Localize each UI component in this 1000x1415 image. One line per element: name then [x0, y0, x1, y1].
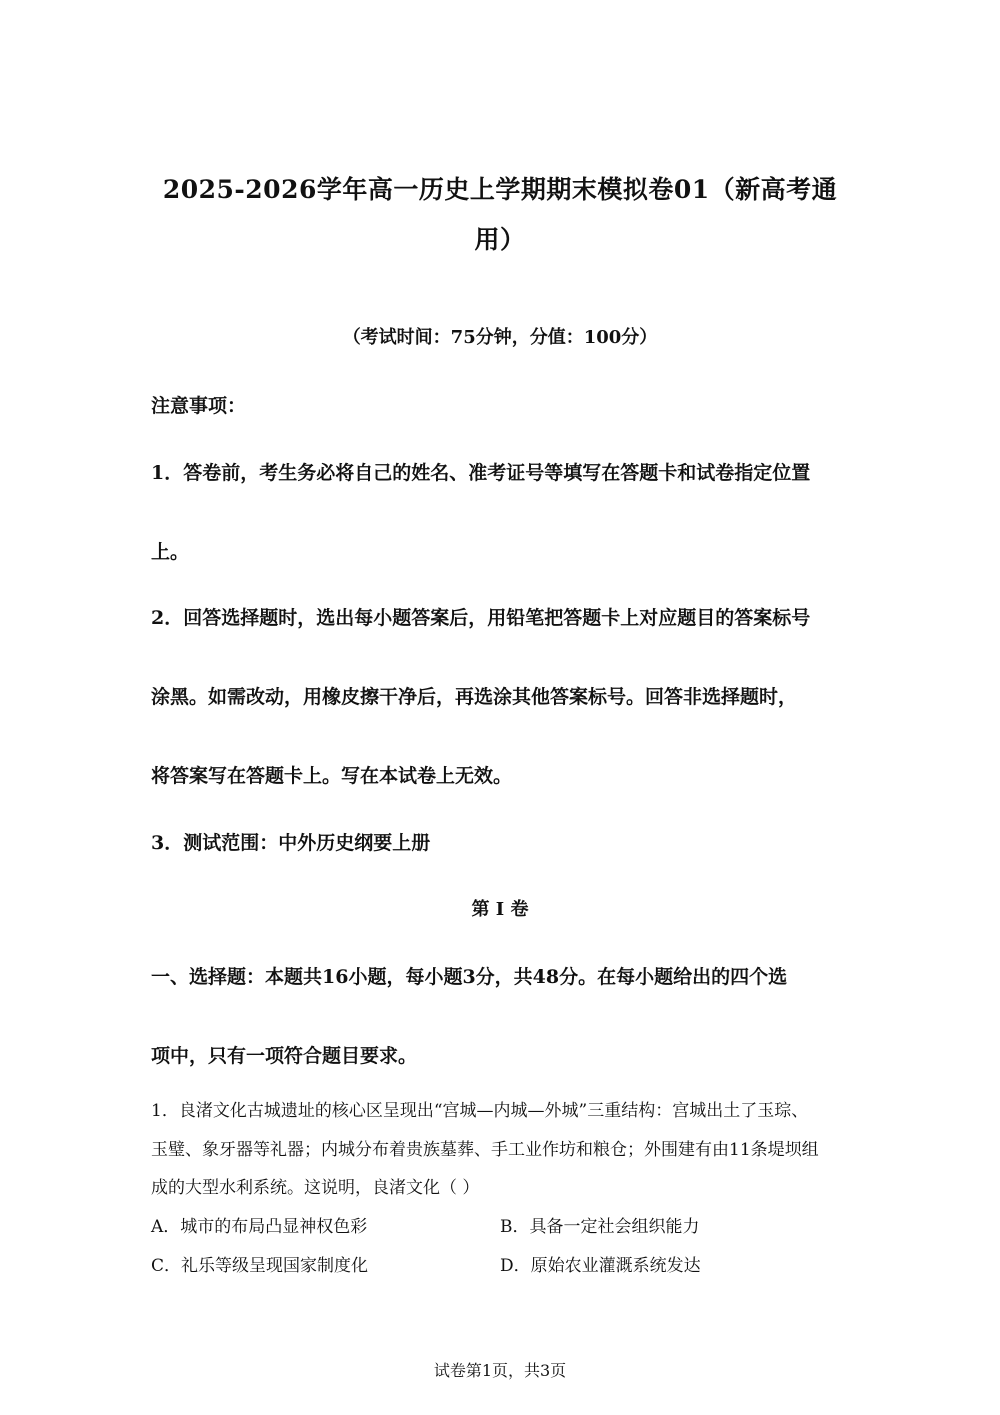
question-1-option-c: C．礼乐等级呈现国家制度化	[151, 1256, 369, 1276]
notice-item-1-line-2: 上。	[151, 541, 190, 563]
section-label: 第 I 卷	[471, 899, 529, 920]
notice-item-3-line-1: 3．测试范围：中外历史纲要上册	[151, 832, 431, 854]
exam-title-line-1: 2025-2026学年高一历史上学期期末模拟卷01（新高考通	[162, 175, 838, 204]
question-1-stem-line-2: 玉璧、象牙器等礼器；内城分布着贵族墓葬、手工业作坊和粮仓；外围建有由11条堤坝组	[151, 1140, 819, 1160]
exam-time-score: （考试时间：75分钟，分值：100分）	[342, 327, 658, 348]
part-heading-line-1: 一、选择题：本题共16小题，每小题3分，共48分。在每小题给出的四个选	[151, 966, 788, 988]
question-1-option-b: B．具备一定社会组织能力	[500, 1217, 700, 1237]
question-1-option-d: D．原始农业灌溉系统发达	[500, 1256, 701, 1276]
exam-title-line-2: 用）	[474, 225, 526, 254]
notice-item-2-line-1: 2．回答选择题时，选出每小题答案后，用铅笔把答题卡上对应题目的答案标号	[151, 607, 811, 629]
question-1-option-a: A．城市的布局凸显神权色彩	[151, 1217, 368, 1237]
notice-item-2-line-3: 将答案写在答题卡上。写在本试卷上无效。	[151, 765, 513, 787]
question-1-stem-line-3: 成的大型水利系统。这说明，良渚文化（ ）	[151, 1178, 480, 1198]
notice-heading: 注意事项：	[151, 395, 247, 417]
page-footer: 试卷第1页，共3页	[433, 1361, 567, 1380]
notice-item-1-line-1: 1．答卷前，考生务必将自己的姓名、准考证号等填写在答题卡和试卷指定位置	[151, 462, 811, 484]
notice-item-2-line-2: 涂黑。如需改动，用橡皮擦干净后，再选涂其他答案标号。回答非选择题时，	[151, 686, 798, 708]
part-heading-line-2: 项中，只有一项符合题目要求。	[151, 1045, 418, 1067]
question-1-stem-line-1: 1．良渚文化古城遗址的核心区呈现出“宫城—内城—外城”三重结构：宫城出土了玉琮、	[151, 1101, 809, 1121]
